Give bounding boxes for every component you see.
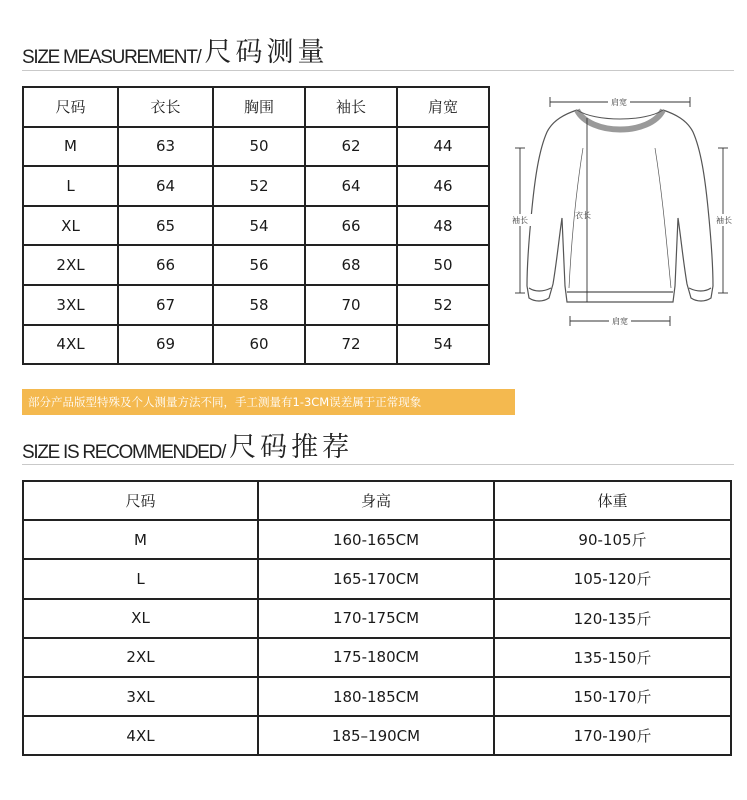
table-cell: 3XL (23, 285, 118, 325)
table-cell: 4XL (23, 716, 258, 755)
table-cell: 185–190CM (258, 716, 494, 755)
table-cell: 120-135斤 (494, 599, 731, 638)
table-cell: 70 (305, 285, 397, 325)
bottom-width-label: 肩宽 (612, 317, 628, 326)
table-cell: 105-120斤 (494, 559, 731, 598)
table-cell: 170-190斤 (494, 716, 731, 755)
table-row (23, 520, 731, 559)
table-cell: L (23, 559, 258, 598)
table-cell: 2XL (23, 638, 258, 677)
size-recommend-title-zh: 尺码推荐 (229, 432, 354, 463)
size-measurement-title-zh: 尺码测量 (204, 37, 329, 68)
size-recommend-title-en: SIZE IS RECOMMENDED/ (22, 442, 226, 463)
table-cell: 135-150斤 (494, 638, 731, 677)
table-row (23, 127, 489, 167)
sleeve-length-left-label: 袖长 (512, 216, 528, 225)
table-cell: M (23, 520, 258, 559)
table-row (23, 206, 489, 246)
table-cell: 60 (213, 325, 305, 365)
table-cell: 54 (397, 325, 489, 365)
table-row (23, 166, 489, 206)
header-cell: 尺码 (23, 87, 118, 127)
table-cell: 165-170CM (258, 559, 494, 598)
table-cell: XL (23, 599, 258, 638)
size-measurement-title (22, 30, 328, 69)
header-cell: 衣长 (118, 87, 213, 127)
measurement-note-banner: 部分产品版型特殊及个人测量方法不同，手工测量有1-3CM误差属于正常现象 (22, 389, 515, 415)
table-cell: 64 (305, 166, 397, 206)
table-cell: 46 (397, 166, 489, 206)
measurement-table (22, 86, 490, 365)
body-length-label: 衣长 (575, 211, 591, 220)
table-cell: 175-180CM (258, 638, 494, 677)
table-row (23, 559, 731, 598)
divider (22, 70, 734, 71)
table-cell: 44 (397, 127, 489, 167)
table-row (23, 638, 731, 677)
table-cell: 62 (305, 127, 397, 167)
table-cell: 50 (397, 245, 489, 285)
header-cell: 尺码 (23, 481, 258, 520)
table-cell: M (23, 127, 118, 167)
table-cell: 63 (118, 127, 213, 167)
table-cell: 52 (213, 166, 305, 206)
recommend-table (22, 480, 732, 756)
shoulder-width-label: 肩宽 (611, 98, 627, 107)
header-cell: 身高 (258, 481, 494, 520)
table-cell: 67 (118, 285, 213, 325)
table-row (23, 716, 731, 755)
table-cell: 66 (118, 245, 213, 285)
table-row (23, 245, 489, 285)
header-cell: 胸围 (213, 87, 305, 127)
collar (577, 110, 663, 130)
table-row (23, 677, 731, 716)
size-recommend-title (22, 425, 353, 464)
table-cell: 160-165CM (258, 520, 494, 559)
table-cell: 56 (213, 245, 305, 285)
table-cell: 69 (118, 325, 213, 365)
table-cell: 68 (305, 245, 397, 285)
table-cell: 65 (118, 206, 213, 246)
sleeve-length-right-label: 袖长 (716, 216, 732, 225)
table-row (23, 325, 489, 365)
table-row (23, 599, 731, 638)
table-cell: 170-175CM (258, 599, 494, 638)
table-cell: 66 (305, 206, 397, 246)
table-header-row (23, 87, 489, 127)
table-header-row (23, 481, 731, 520)
table-cell: 4XL (23, 325, 118, 365)
table-row (23, 285, 489, 325)
table-cell: L (23, 166, 118, 206)
table-cell: XL (23, 206, 118, 246)
table-cell: 90-105斤 (494, 520, 731, 559)
divider (22, 464, 734, 465)
header-cell: 袖长 (305, 87, 397, 127)
table-cell: 150-170斤 (494, 677, 731, 716)
sweatshirt-measurement-diagram (505, 88, 740, 338)
table-cell: 2XL (23, 245, 118, 285)
table-cell: 58 (213, 285, 305, 325)
table-cell: 50 (213, 127, 305, 167)
table-cell: 3XL (23, 677, 258, 716)
table-cell: 64 (118, 166, 213, 206)
size-measurement-title-en: SIZE MEASUREMENT/ (22, 47, 201, 68)
sweatshirt-outline (527, 110, 713, 302)
table-cell: 54 (213, 206, 305, 246)
table-cell: 48 (397, 206, 489, 246)
table-cell: 180-185CM (258, 677, 494, 716)
header-cell: 肩宽 (397, 87, 489, 127)
header-cell: 体重 (494, 481, 731, 520)
table-cell: 52 (397, 285, 489, 325)
table-cell: 72 (305, 325, 397, 365)
